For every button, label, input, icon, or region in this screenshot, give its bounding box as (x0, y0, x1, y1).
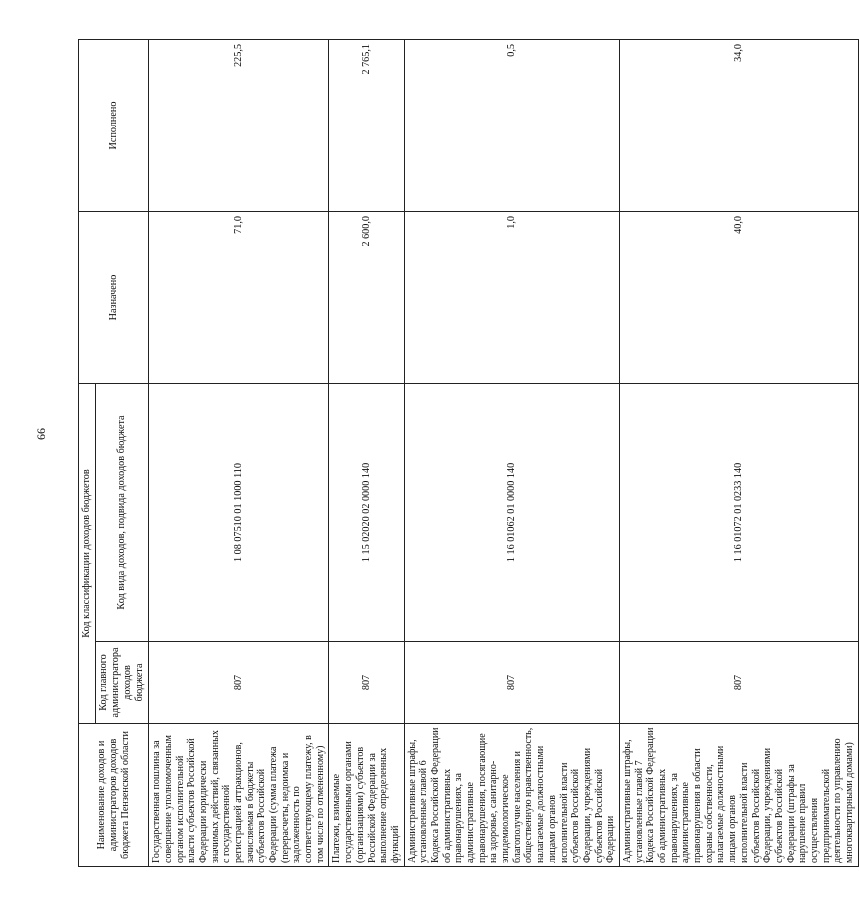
header-name: Наименование доходов и администраторов доходов бюджета Пензенской области (79, 724, 149, 867)
row-income-code: 1 08 07510 01 1000 110 (149, 383, 329, 641)
row-income-code: 1 16 01072 01 0233 140 (619, 383, 858, 641)
row-name: Административные штрафы, установленные главой 6 Кодекса Российской Федерации об административных правонарушениях, за административные правонарушения, посягающие на здоровье, санитарно-эпидемиологическое благополучие населения и общественную нравственность, налагаемые должностными лицами органов исполнительной власти субъектов Российской Федерации, учреждениями субъектов Российской Федерации (404, 724, 619, 867)
row-income-code: 1 15 02020 02 0000 140 (329, 383, 404, 641)
row-name: Административные штрафы, установленные главой 7 Кодекса Российской Федерации об административных правонарушениях, за административные правонарушения в области охраны собственности, налагаемые должностными лицами органов исполнительной власти субъектов Российской Федерации, учреждениями субъектов Российской Федерации (штрафы за нарушение правил осуществления предпринимательской деятельности по управлению многоквартирными домами) (619, 724, 858, 867)
header-row-1 (79, 39, 96, 866)
row-executed: 0,5 (404, 39, 619, 211)
page-number: 66 (34, 428, 48, 440)
row-executed: 34,0 (619, 39, 858, 211)
row-assigned: 40,0 (619, 211, 858, 383)
header-income-code: Код вида доходов, подвида доходов бюджета (96, 383, 149, 641)
row-admin-code: 807 (404, 642, 619, 724)
row-admin-code: 807 (619, 642, 858, 724)
header-admin-code: Код главного администратора доходов бюджета (96, 642, 149, 724)
table-row (149, 39, 329, 866)
row-executed: 2 765,1 (329, 39, 404, 211)
table-row (329, 39, 404, 866)
row-admin-code: 807 (329, 642, 404, 724)
row-executed: 225,5 (149, 39, 329, 211)
header-classification-group: Код классификации доходов бюджетов (79, 383, 96, 723)
row-admin-code: 807 (149, 642, 329, 724)
row-name: Платежи, взимаемые государственными органами (организациями) субъектов Российской Федерации за выполнение определенных функций (329, 724, 404, 867)
row-assigned: 2 600,0 (329, 211, 404, 383)
table-row (404, 39, 619, 866)
row-income-code: 1 16 01062 01 0000 140 (404, 383, 619, 641)
row-assigned: 71,0 (149, 211, 329, 383)
header-executed: Исполнено (79, 39, 149, 211)
row-assigned: 1,0 (404, 211, 619, 383)
row-name: Государственная пошлина за совершение уполномоченным органом исполнительной власти субъектов Российской Федерации юридически значимых действий, связанных с государственной регистрацией аттракционов, зачисляемая в бюджеты субъектов Российской Федерации (сумма платежа (перерасчеты, недоимка и задолженность по соответствующему платежу, в том числе по отмененному) (149, 724, 329, 867)
table-row (619, 39, 858, 866)
rotated-table-container (78, 40, 856, 867)
header-assigned: Назначено (79, 211, 149, 383)
income-table (78, 39, 859, 867)
